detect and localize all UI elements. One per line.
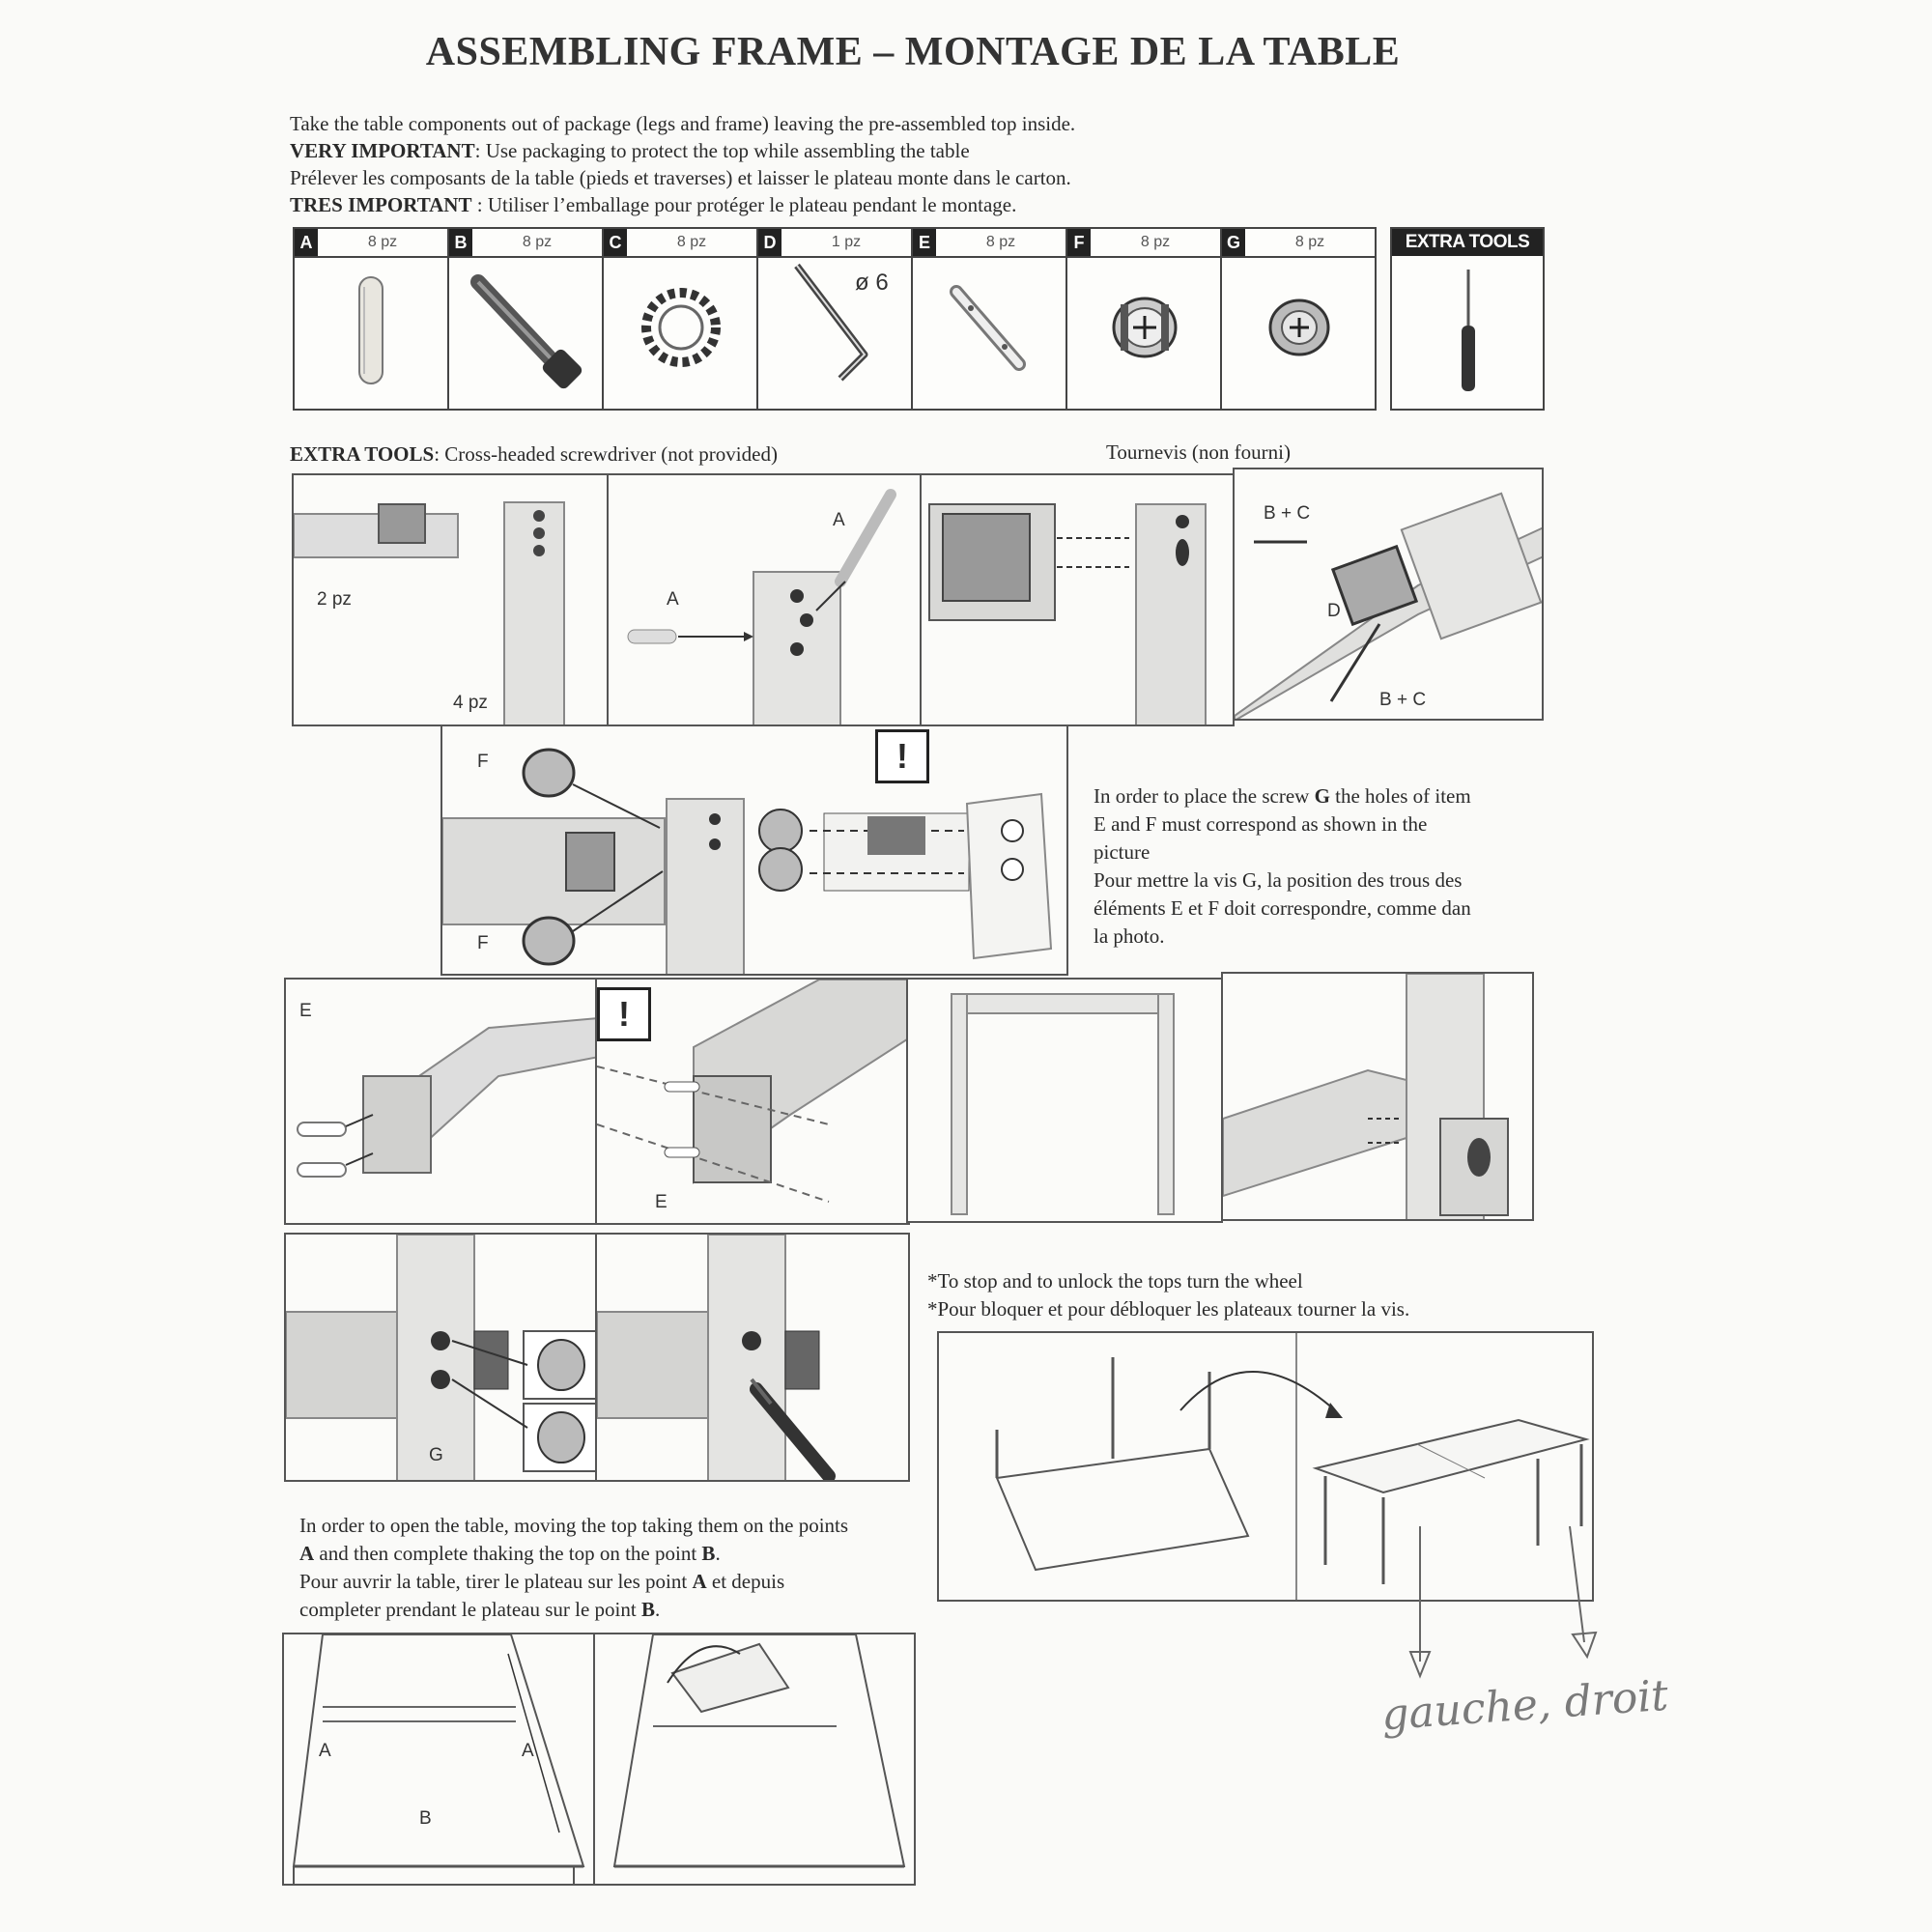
warning-icon: !: [875, 729, 929, 783]
intro-line-4-text: : Utiliser l’emballage pour protéger le plateau pendant le montage.: [471, 193, 1017, 216]
step-6-panel: [284, 978, 599, 1225]
part-qty: 8 pz: [367, 234, 398, 250]
part-f: [1065, 227, 1222, 411]
open-note-text-3: Pour auvrir la table, tirer le plateau sur les point: [299, 1570, 693, 1593]
label-4pz: 4 pz: [453, 693, 488, 713]
part-qty: 1 pz: [831, 234, 862, 250]
extra-tools-caption-text: : Cross-headed screwdriver (not provided): [434, 442, 778, 466]
label-f-bottom: F: [477, 933, 489, 953]
label-g: G: [429, 1445, 443, 1465]
open-note-text-2: and then complete thaking the top on the point: [314, 1542, 702, 1565]
open-note-point-a: A: [299, 1542, 315, 1565]
part-letter: F: [1067, 229, 1091, 256]
parts-table: [293, 227, 1547, 412]
step-3-panel: [920, 473, 1235, 726]
label-bc-bottom: B + C: [1379, 690, 1427, 710]
dowel-icon: [295, 258, 449, 411]
open-note-end-2: .: [715, 1542, 721, 1565]
intro-line-3: Prélever les composants de la table (pieds et traverses) et laisser le plateau monte dans le carton.: [290, 166, 1071, 189]
open-note-point-b: B: [701, 1542, 716, 1565]
intro-text: [290, 110, 1352, 218]
part-letter: C: [604, 229, 627, 256]
assembled-frame-illustration: [908, 980, 1223, 1223]
label-open-b: B: [419, 1808, 432, 1829]
label-open-a-left: A: [319, 1741, 331, 1761]
part-g: [1220, 227, 1377, 411]
step-5-panel: [440, 724, 1068, 976]
label-a-top: A: [833, 510, 845, 530]
open-note-line-3: [299, 1568, 848, 1596]
extra-tools-caption-fr: Tournevis (non fourni): [1106, 440, 1291, 464]
note-g-line-6: la photo.: [1094, 924, 1165, 948]
label-open-a-right: A: [522, 1741, 534, 1761]
open-table-panel-1: [282, 1633, 597, 1886]
bolt-icon: [449, 258, 604, 411]
part-letter: B: [449, 229, 472, 256]
step-10-panel: [284, 1233, 599, 1482]
part-letter: D: [758, 229, 781, 256]
open-table-note: [299, 1512, 848, 1624]
unfold-leaf-illustration: [595, 1634, 916, 1886]
note-g-text-1b: the holes of item: [1329, 784, 1471, 808]
note-g-bold: G: [1314, 784, 1330, 808]
part-e: [911, 227, 1067, 411]
open-note-point-a-fr: A: [692, 1570, 707, 1593]
note-g-line-5: éléments E et F doit correspondre, comme dan: [1094, 896, 1471, 920]
open-note-text-4: completer prendant le plateau sur le point: [299, 1598, 641, 1621]
open-note-line-1: In order to open the table, moving the top taking them on the points: [299, 1514, 849, 1537]
wheel-note-en: *To stop and to unlock the tops turn the wheel: [927, 1269, 1303, 1293]
connector-pin-icon: [913, 258, 1067, 411]
tres-important-label: TRES IMPORTANT: [290, 193, 472, 216]
allen-key-icon: [758, 258, 913, 411]
step-7-panel: [595, 978, 910, 1225]
rail-to-leg-illustration: [922, 475, 1235, 726]
page-title: ASSEMBLING FRAME – MONTAGE DE LA TABLE: [425, 30, 1401, 74]
extra-tools-header: EXTRA TOOLS: [1392, 229, 1543, 256]
part-d: [756, 227, 913, 411]
intro-line-2: [290, 137, 1352, 164]
cam-lock-icon: [1222, 258, 1377, 411]
step-11-panel: [595, 1233, 910, 1482]
part-a: [293, 227, 449, 411]
intro-line-1: Take the table components out of package (legs and frame) leaving the pre-assembled top inside.: [290, 112, 1076, 135]
step-8-frame-panel: [906, 978, 1223, 1223]
part-b: [447, 227, 604, 411]
part-letter: E: [913, 229, 936, 256]
part-letter: A: [295, 229, 318, 256]
very-important-label: VERY IMPORTANT: [290, 139, 475, 162]
washer-icon: [604, 258, 758, 411]
open-table-panel-2: [593, 1633, 916, 1886]
connector-pins-illustration: [286, 980, 599, 1225]
extra-tools-cell: [1390, 227, 1545, 411]
note-g-line-2: E and F must correspond as shown in the: [1094, 812, 1428, 836]
label-d: D: [1327, 601, 1341, 621]
wheel-note: [927, 1267, 1409, 1323]
label-bc-top: B + C: [1264, 503, 1311, 524]
screwdriver-tighten-illustration: [597, 1235, 910, 1482]
handwritten-note: gauche, droit: [1379, 1670, 1670, 1741]
screwdriver-icon: [1392, 258, 1545, 411]
screw-g-note: [1094, 782, 1557, 951]
extra-tools-caption-bold: EXTRA TOOLS: [290, 442, 435, 466]
label-f-top: F: [477, 752, 489, 772]
note-g-text-1: In order to place the screw: [1094, 784, 1315, 808]
allen-key-size: ø 6: [855, 270, 889, 296]
part-qty: 8 pz: [522, 234, 553, 250]
part-c: [602, 227, 758, 411]
intro-line-2-text: : Use packaging to protect the top while assembling the table: [474, 139, 970, 162]
part-qty: 8 pz: [676, 234, 707, 250]
label-2pz: 2 pz: [317, 589, 352, 610]
part-qty: 8 pz: [985, 234, 1016, 250]
note-g-line-4: Pour mettre la vis G, la position des trous des: [1094, 868, 1463, 892]
open-note-point-b-fr: B: [640, 1598, 655, 1621]
extra-tools-caption: [290, 442, 778, 467]
cam-lock-insertion-illustration: [442, 726, 1068, 976]
wheel-note-fr: *Pour bloquer et pour débloquer les plateaux tourner la vis.: [927, 1297, 1410, 1321]
part-qty: 8 pz: [1294, 234, 1325, 250]
open-note-text-3b: et depuis: [706, 1570, 785, 1593]
part-qty: 8 pz: [1140, 234, 1171, 250]
open-note-end-4: .: [654, 1598, 661, 1621]
step-4-panel: [1233, 468, 1544, 721]
open-note-line-2: [299, 1540, 848, 1568]
label-e-bottom: E: [655, 1192, 668, 1212]
intro-line-4: [290, 191, 1352, 218]
warning-icon: !: [597, 987, 651, 1041]
step-1-panel: [292, 473, 609, 726]
insert-dowels-illustration: [609, 475, 923, 726]
open-note-line-4: [299, 1596, 848, 1624]
cam-lock-icon: [1067, 258, 1222, 411]
label-a-left: A: [667, 589, 679, 610]
label-e-top: E: [299, 1001, 312, 1021]
part-letter: G: [1222, 229, 1245, 256]
step-2-panel: [607, 473, 923, 726]
note-g-line-1: [1094, 782, 1557, 810]
step-9-panel: [1221, 972, 1534, 1221]
note-g-line-3: picture: [1094, 840, 1151, 864]
leg-attach-illustration: [1223, 974, 1534, 1221]
